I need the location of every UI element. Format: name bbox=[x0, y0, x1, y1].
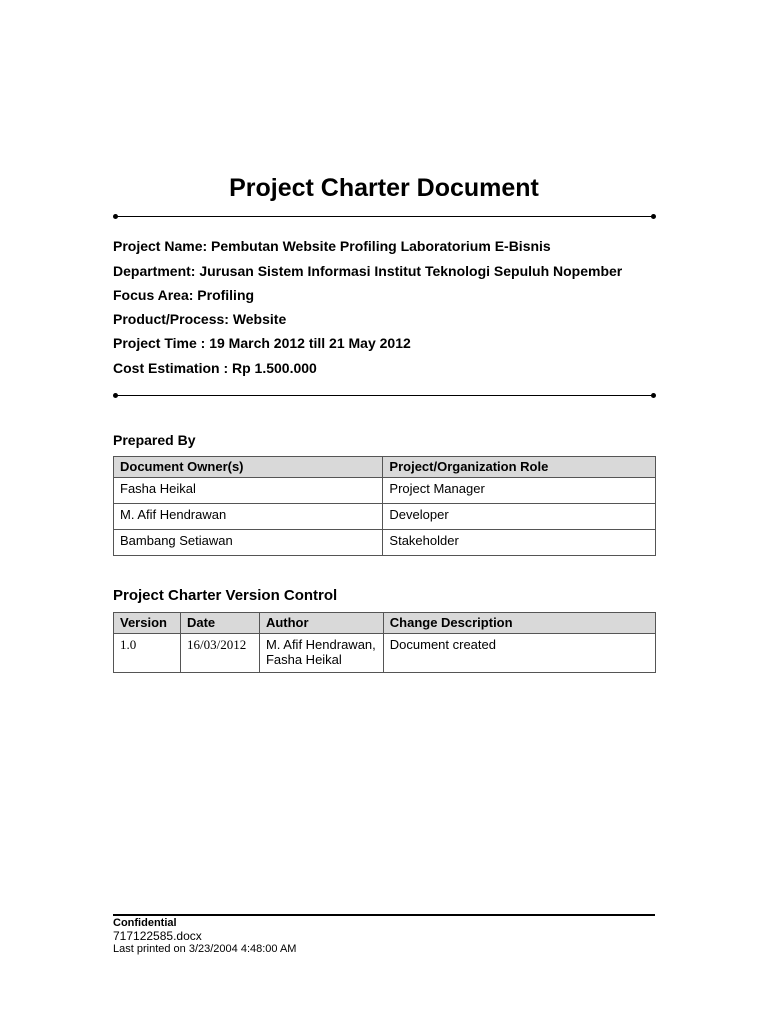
top-divider bbox=[116, 216, 653, 217]
table-row bbox=[114, 634, 656, 673]
focus-area: Focus Area: Profiling bbox=[113, 287, 255, 303]
role-cell: Project Manager bbox=[383, 478, 656, 504]
bottom-divider bbox=[116, 395, 653, 396]
version-cell: 1.0 bbox=[114, 634, 181, 673]
product-process: Product/Process: Website bbox=[113, 311, 287, 327]
column-header: Project/Organization Role bbox=[383, 457, 656, 478]
role-cell: Stakeholder bbox=[383, 530, 656, 556]
cost-estimation: Cost Estimation : Rp 1.500.000 bbox=[113, 360, 317, 376]
department: Department: Jurusan Sistem Informasi Institut Teknologi Sepuluh Nopember bbox=[113, 263, 623, 279]
version-control-heading: Project Charter Version Control bbox=[113, 587, 338, 604]
column-header: Author bbox=[259, 613, 383, 634]
owner-cell: Fasha Heikal bbox=[114, 478, 383, 504]
project-name: Project Name: Pembutan Website Profiling Laboratorium E-Bisnis bbox=[113, 238, 551, 254]
table-row bbox=[114, 504, 656, 530]
divider-left-dot bbox=[113, 214, 118, 219]
prepared-by-table bbox=[113, 456, 656, 556]
author-line: M. Afif Hendrawan, bbox=[265, 637, 376, 652]
divider-right-dot bbox=[651, 214, 656, 219]
column-header: Document Owner(s) bbox=[114, 457, 383, 478]
column-header: Change Description bbox=[383, 613, 655, 634]
author-line: Fasha Heikal bbox=[265, 652, 342, 667]
table-header-row bbox=[114, 457, 656, 478]
owner-cell: M. Afif Hendrawan bbox=[114, 504, 383, 530]
divider-left-dot bbox=[113, 393, 118, 398]
date-cell: 16/03/2012 bbox=[180, 634, 259, 673]
document-title: Project Charter Document bbox=[229, 174, 539, 202]
page-footer bbox=[113, 917, 296, 956]
version-control-table bbox=[113, 612, 656, 673]
owner-cell: Bambang Setiawan bbox=[114, 530, 383, 556]
change-description-cell: Document created bbox=[383, 634, 655, 673]
file-name: 717122585.docx bbox=[113, 929, 202, 943]
table-row bbox=[114, 530, 656, 556]
author-cell bbox=[259, 634, 383, 673]
column-header: Date bbox=[180, 613, 259, 634]
footer-divider bbox=[113, 914, 655, 916]
divider-right-dot bbox=[651, 393, 656, 398]
confidential-label: Confidential bbox=[113, 917, 177, 929]
prepared-by-heading: Prepared By bbox=[113, 432, 196, 448]
table-row bbox=[114, 478, 656, 504]
column-header: Version bbox=[114, 613, 181, 634]
last-printed: Last printed on 3/23/2004 4:48:00 AM bbox=[113, 943, 297, 955]
role-cell: Developer bbox=[383, 504, 656, 530]
project-time: Project Time : 19 March 2012 till 21 May 2012 bbox=[113, 335, 411, 351]
table-header-row bbox=[114, 613, 656, 634]
